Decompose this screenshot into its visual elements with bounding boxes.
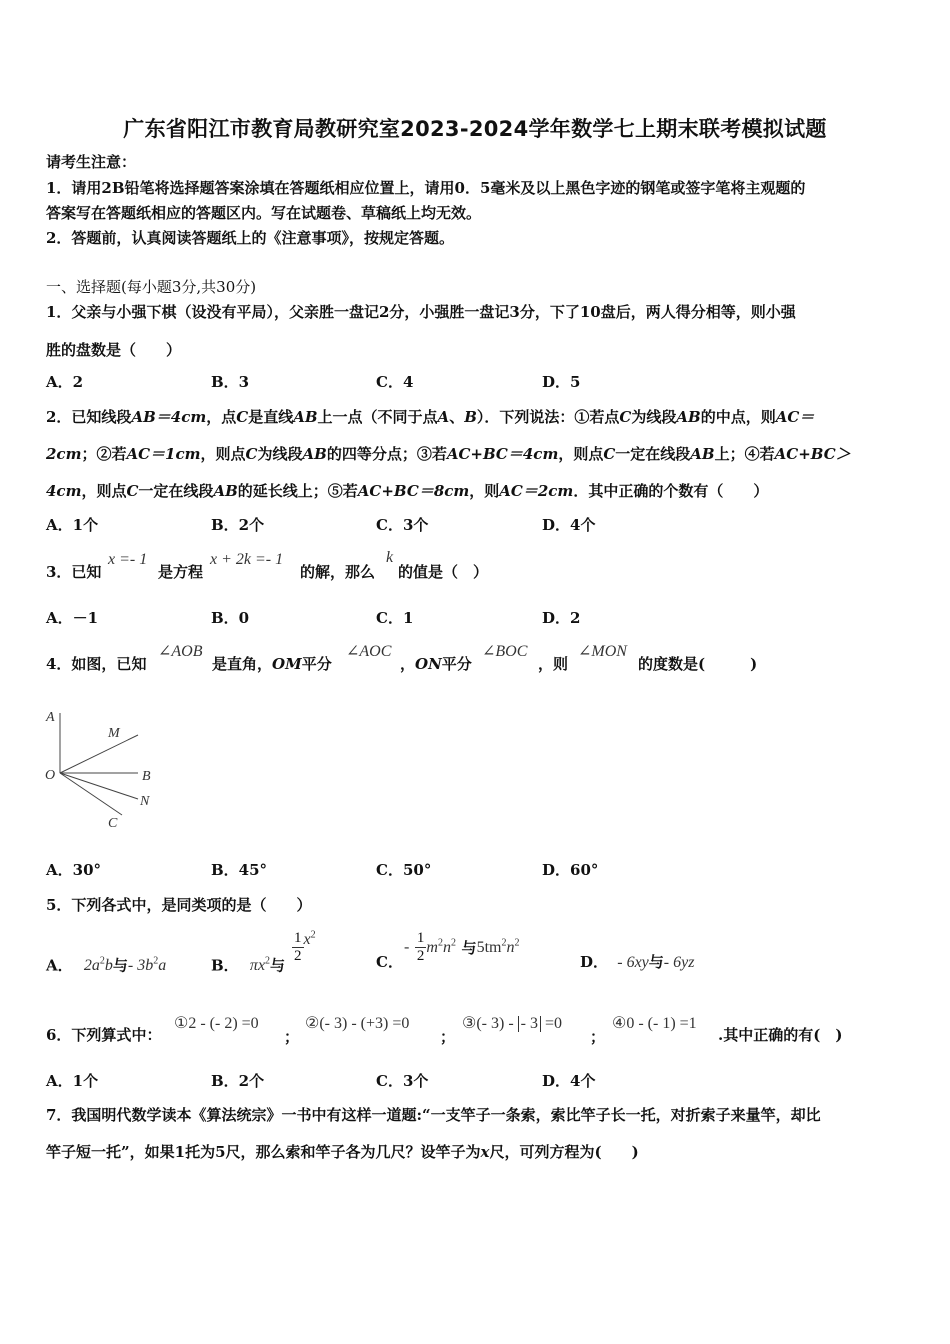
q2-option-c: C．3个 xyxy=(376,516,429,534)
q7-stem-line1: 7．我国明代数学读本《算法统宗》一书中有这样一道题:“一支竿子一条索，索比竿子长一托，对折索子来量竿，却比 xyxy=(46,1106,821,1124)
notice-heading: 请考生注意： xyxy=(46,153,137,171)
q6-stem-p1: 6．下列算式中： xyxy=(46,1026,162,1044)
q5-option-b-fraction: $\frac{1}{2}$ $x^2$ xyxy=(294,930,316,964)
q2-option-a: A．1个 xyxy=(46,516,99,534)
q4-option-b: B．45° xyxy=(211,861,268,879)
q3-math-1: x =- 1 xyxy=(108,551,148,568)
q3-math-3: k xyxy=(386,549,394,566)
q2-option-d: D．4个 xyxy=(542,516,596,534)
notice-line-3: 2．答题前，认真阅读答题纸上的《注意事项》，按规定答题。 xyxy=(46,229,454,247)
q3-option-a: A．－1 xyxy=(46,609,99,627)
q3-option-c: C．1 xyxy=(376,609,414,627)
q1-option-d: D．5 xyxy=(542,373,581,391)
point-b-label: B xyxy=(142,769,151,784)
point-m-label: M xyxy=(108,726,120,741)
ray-on xyxy=(60,773,138,799)
q3-stem-p2: 是方程 xyxy=(158,563,204,581)
q5-stem: 5．下列各式中，是同类项的是（ ） xyxy=(46,896,312,914)
q2-stem-line3: 4cm，则点C一定在线段AB的延长线上；⑤若AC+BC＝8cm，则AC＝2cm．其中正确的个数有（ ） xyxy=(46,482,769,500)
q3-stem-p3: 的解，那么 xyxy=(300,563,376,581)
q4-option-c: C．50° xyxy=(376,861,432,879)
q4-option-a: A．30° xyxy=(46,861,102,879)
q6-option-b: B．2个 xyxy=(211,1072,265,1090)
q4-stem-p4: ，则 xyxy=(538,655,569,673)
q1-option-a: A．2 xyxy=(46,373,84,391)
q1-option-b: B．3 xyxy=(211,373,250,391)
q4-math-boc: ∠BOC xyxy=(482,643,528,660)
q6-stem-p2: .其中正确的有( ) xyxy=(718,1026,843,1044)
section-heading: 一、选择题(每小题3分,共30分) xyxy=(46,278,257,296)
q3-option-d: D．2 xyxy=(542,609,581,627)
q4-math-aoc: ∠AOC xyxy=(346,643,392,660)
q5-option-c: C． xyxy=(376,953,403,971)
q4-math-mon: ∠MON xyxy=(578,643,627,660)
q3-option-b: B．0 xyxy=(211,609,250,627)
q4-option-d: D．60° xyxy=(542,861,599,879)
q3-math-2: x + 2k =- 1 xyxy=(210,551,284,568)
q6-expr-3: ③(- 3) - - 3 =0 xyxy=(462,1015,563,1032)
ray-oc xyxy=(60,773,122,815)
q6-option-d: D．4个 xyxy=(542,1072,596,1090)
q7-stem-line2: 竿子短一托”，如果1托为5尺，那么索和竿子各为几尺？设竿子为x尺，可列方程为( ) xyxy=(46,1143,639,1161)
q4-math-aob: ∠AOB xyxy=(158,643,203,660)
q5-option-b: B． $\pi x^2$与 xyxy=(211,956,286,975)
q6-sep-1: ； xyxy=(284,1028,300,1046)
notice-line-2: 答案写在答题纸相应的答题区内。写在试题卷、草稿纸上均无效。 xyxy=(46,204,482,222)
q6-option-c: C．3个 xyxy=(376,1072,429,1090)
point-n-label: N xyxy=(140,794,150,809)
q5-option-c-math: - $\frac{1}{2}$ $m^2n^2$ 与$5tm^2n^2$ xyxy=(404,930,520,964)
q2-stem-line1: 2．已知线段AB＝4cm，点C是直线AB上一点（不同于点A、B）．下列说法：①若点C为线段AB的中点，则AC＝ xyxy=(46,408,815,426)
notice-line-1: 1．请用2B铅笔将选择题答案涂填在答题纸相应位置上，请用0．5毫米及以上黑色字迹的钢笔或签字笔将主观题的 xyxy=(46,179,806,197)
q6-expr-2: ②(- 3) - (+3) =0 xyxy=(305,1015,410,1032)
q5-option-a: A． $2a^2b$与- $3b^2a$ xyxy=(46,956,167,975)
q6-sep-2: ； xyxy=(440,1028,456,1046)
page-title: 广东省阳江市教育局教研究室2023-2024学年数学七上期末联考模拟试题 xyxy=(123,117,827,141)
q4-stem-p2: 是直角，OM平分 xyxy=(212,655,332,673)
q4-stem-p5: 的度数是( ) xyxy=(638,655,758,673)
q1-option-c: C．4 xyxy=(376,373,414,391)
q4-angle-figure xyxy=(40,705,170,835)
q1-stem-line2: 胜的盘数是（ ） xyxy=(46,341,182,359)
q4-stem-p1: 4．如图，已知 xyxy=(46,655,147,673)
point-a-label: A xyxy=(46,710,55,725)
point-o-label: O xyxy=(45,768,56,783)
q6-expr-1: ①2 - (- 2) =0 xyxy=(174,1015,259,1032)
q3-stem-p1: 3．已知 xyxy=(46,563,102,581)
ray-om xyxy=(60,735,138,773)
q6-expr-4: ④0 - (- 1) =1 xyxy=(612,1015,697,1032)
q6-sep-3: ； xyxy=(590,1028,606,1046)
q2-stem-line2: 2cm；②若AC＝1cm，则点C为线段AB的四等分点；③若AC+BC＝4cm，则点C一定在线段AB上；④若AC+BC＞ xyxy=(46,445,851,463)
q2-option-b: B．2个 xyxy=(211,516,265,534)
q3-stem-p4: 的值是（ ） xyxy=(398,563,489,581)
point-c-label: C xyxy=(108,816,118,831)
q6-option-a: A．1个 xyxy=(46,1072,99,1090)
q4-stem-p3: ，ON平分 xyxy=(400,655,472,673)
q1-stem-line1: 1．父亲与小强下棋（设没有平局），父亲胜一盘记2分，小强胜一盘记3分，下了10盘后，两人得分相等，则小强 xyxy=(46,303,796,321)
q5-option-d: D． - 6xy与- 6yz xyxy=(580,953,695,971)
